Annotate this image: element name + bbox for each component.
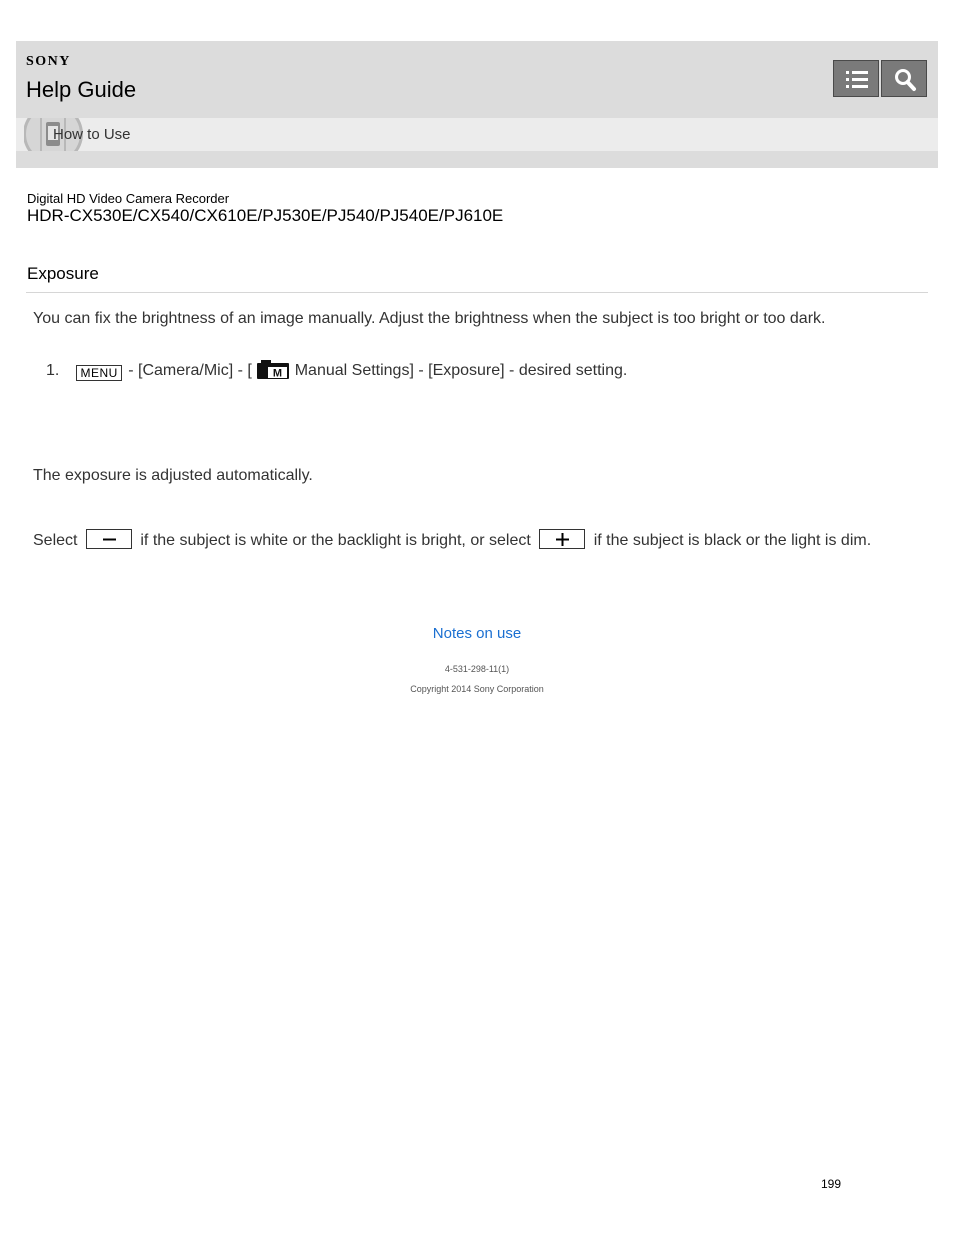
- menu-button-icon: MENU: [76, 365, 121, 381]
- notes-on-use-link[interactable]: Notes on use: [432, 625, 522, 642]
- manual-description: [33, 529, 871, 550]
- minus-icon: [87, 530, 131, 548]
- select-lead-text: Select: [33, 532, 78, 549]
- plus-icon: [540, 530, 584, 548]
- list-icon: [834, 61, 880, 98]
- copyright: Copyright 2014 Sony Corporation: [410, 684, 544, 694]
- table-of-contents-button[interactable]: [833, 60, 879, 97]
- product-type: Digital HD Video Camera Recorder: [27, 191, 230, 206]
- document-id: 4-531-298-11(1): [444, 664, 510, 674]
- header-top-bar: [16, 41, 938, 118]
- site-header: [16, 41, 938, 168]
- manual-settings-camera-icon: [256, 359, 290, 380]
- page-title: Exposure: [27, 264, 99, 283]
- title-divider: [26, 292, 928, 293]
- step-text-part1: - [Camera/Mic] - [: [128, 362, 252, 379]
- minus-button-icon: [86, 529, 132, 549]
- step-number: 1.: [46, 362, 60, 379]
- model-names: HDR-CX530E/CX540/CX610E/PJ530E/PJ540/PJ540E/PJ610E: [27, 206, 504, 225]
- step-text-part2: Manual Settings] - [Exposure] - desired setting.: [294, 362, 628, 379]
- search-button[interactable]: [881, 60, 927, 97]
- select-tail-text: if the subject is black or the light is dim.: [593, 532, 872, 549]
- search-icon: [882, 61, 928, 98]
- breadcrumb: [16, 118, 938, 151]
- brand-logo: SONY: [26, 54, 71, 69]
- help-guide-title[interactable]: Help Guide: [26, 77, 137, 102]
- plus-button-icon: [539, 529, 585, 549]
- auto-description: The exposure is adjusted automatically.: [33, 467, 313, 484]
- camera-icon-letter: M: [273, 367, 283, 380]
- select-middle-text: if the subject is white or the backlight is bright, or select: [140, 532, 531, 549]
- breadcrumb-how-to-use[interactable]: How to Use: [53, 126, 131, 143]
- step-1: [46, 359, 627, 381]
- intro-paragraph: You can fix the brightness of an image manually. Adjust the brightness when the subject is too bright or too dark.: [33, 310, 826, 327]
- page-number: 199: [821, 1177, 842, 1191]
